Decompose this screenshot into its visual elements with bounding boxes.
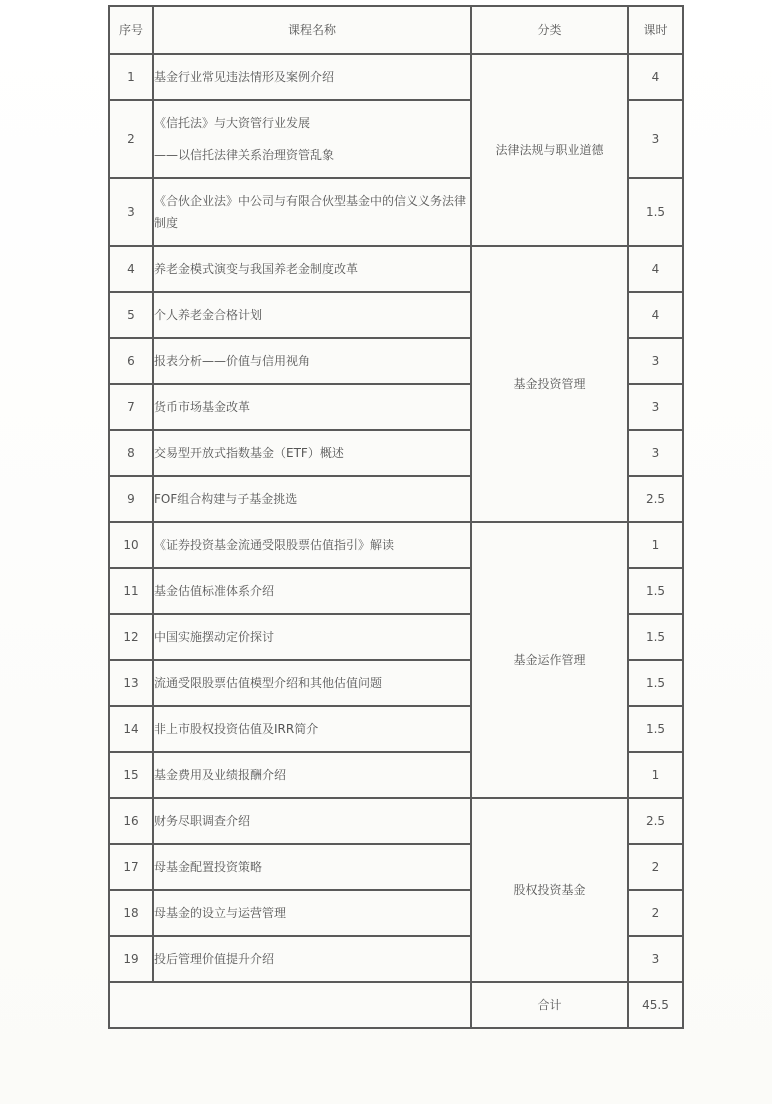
row-name: FOF组合构建与子基金挑选 bbox=[153, 476, 471, 522]
header-row bbox=[109, 6, 683, 54]
header-hours: 课时 bbox=[628, 6, 683, 54]
row-name-subtitle: ——以信托法律关系治理资管乱象 bbox=[154, 148, 335, 162]
row-name-line: 《信托法》与大资管行业发展 bbox=[154, 116, 311, 130]
header-category: 分类 bbox=[471, 6, 628, 54]
row-name: 投后管理价值提升介绍 bbox=[153, 936, 471, 982]
category-cell: 法律法规与职业道德 bbox=[471, 54, 628, 246]
row-name: 基金估值标准体系介绍 bbox=[153, 568, 471, 614]
category-cell: 股权投资基金 bbox=[471, 798, 628, 982]
row-name: 非上市股权投资估值及IRR简介 bbox=[153, 706, 471, 752]
row-hours: 2.5 bbox=[628, 798, 683, 844]
row-hours: 2.5 bbox=[628, 476, 683, 522]
row-no: 12 bbox=[109, 614, 153, 660]
row-name: 个人养老金合格计划 bbox=[153, 292, 471, 338]
row-no: 3 bbox=[109, 178, 153, 246]
category-cell: 基金运作管理 bbox=[471, 522, 628, 798]
table-row bbox=[109, 54, 683, 100]
row-hours: 2 bbox=[628, 844, 683, 890]
row-no: 14 bbox=[109, 706, 153, 752]
row-no: 16 bbox=[109, 798, 153, 844]
row-name: 货币市场基金改革 bbox=[153, 384, 471, 430]
row-name: 养老金模式演变与我国养老金制度改革 bbox=[153, 246, 471, 292]
row-hours: 4 bbox=[628, 246, 683, 292]
row-hours: 2 bbox=[628, 890, 683, 936]
row-hours: 4 bbox=[628, 54, 683, 100]
total-row bbox=[109, 982, 683, 1028]
row-hours: 3 bbox=[628, 338, 683, 384]
row-name: 中国实施摆动定价探讨 bbox=[153, 614, 471, 660]
row-no: 5 bbox=[109, 292, 153, 338]
row-name-text: 《合伙企业法》中公司与有限合伙型基金中的信义义务法律制度 bbox=[154, 194, 467, 230]
row-name: 母基金配置投资策略 bbox=[153, 844, 471, 890]
table-row bbox=[109, 246, 683, 292]
row-name: 财务尽职调查介绍 bbox=[153, 798, 471, 844]
row-hours: 1.5 bbox=[628, 614, 683, 660]
row-hours: 4 bbox=[628, 292, 683, 338]
row-hours: 1 bbox=[628, 752, 683, 798]
row-no: 4 bbox=[109, 246, 153, 292]
category-cell: 基金投资管理 bbox=[471, 246, 628, 522]
row-hours: 3 bbox=[628, 100, 683, 178]
row-no: 1 bbox=[109, 54, 153, 100]
total-blank-cell bbox=[109, 982, 471, 1028]
row-no: 15 bbox=[109, 752, 153, 798]
row-name: 基金费用及业绩报酬介绍 bbox=[153, 752, 471, 798]
row-hours: 1.5 bbox=[628, 178, 683, 246]
row-no: 7 bbox=[109, 384, 153, 430]
total-label: 合计 bbox=[471, 982, 628, 1028]
row-name bbox=[153, 100, 471, 178]
row-hours: 3 bbox=[628, 430, 683, 476]
row-name: 报表分析——价值与信用视角 bbox=[153, 338, 471, 384]
row-hours: 1.5 bbox=[628, 660, 683, 706]
row-name: 流通受限股票估值模型介绍和其他估值问题 bbox=[153, 660, 471, 706]
row-no: 13 bbox=[109, 660, 153, 706]
row-name: 母基金的设立与运营管理 bbox=[153, 890, 471, 936]
row-name bbox=[153, 178, 471, 246]
row-name: 《证券投资基金流通受限股票估值指引》解读 bbox=[153, 522, 471, 568]
row-no: 8 bbox=[109, 430, 153, 476]
course-table bbox=[108, 5, 684, 1029]
row-no: 6 bbox=[109, 338, 153, 384]
row-no: 19 bbox=[109, 936, 153, 982]
table-row bbox=[109, 798, 683, 844]
table-row bbox=[109, 522, 683, 568]
total-hours: 45.5 bbox=[628, 982, 683, 1028]
row-no: 9 bbox=[109, 476, 153, 522]
row-no: 18 bbox=[109, 890, 153, 936]
header-no: 序号 bbox=[109, 6, 153, 54]
row-hours: 3 bbox=[628, 384, 683, 430]
row-no: 11 bbox=[109, 568, 153, 614]
row-hours: 1.5 bbox=[628, 568, 683, 614]
row-name: 基金行业常见违法情形及案例介绍 bbox=[153, 54, 471, 100]
header-name: 课程名称 bbox=[153, 6, 471, 54]
row-hours: 3 bbox=[628, 936, 683, 982]
row-hours: 1.5 bbox=[628, 706, 683, 752]
row-hours: 1 bbox=[628, 522, 683, 568]
row-no: 17 bbox=[109, 844, 153, 890]
row-no: 2 bbox=[109, 100, 153, 178]
row-name: 交易型开放式指数基金（ETF）概述 bbox=[153, 430, 471, 476]
row-no: 10 bbox=[109, 522, 153, 568]
